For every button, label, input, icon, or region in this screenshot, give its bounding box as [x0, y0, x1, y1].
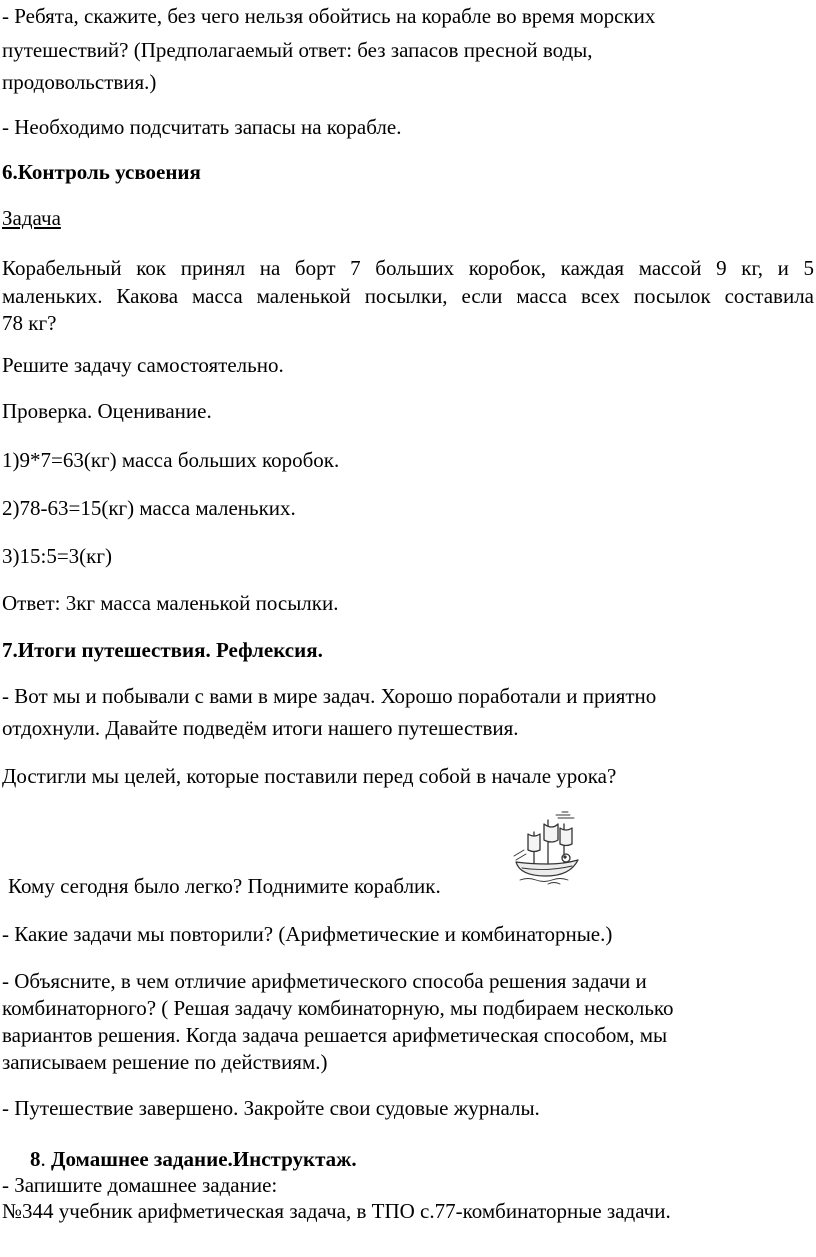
- solution-step-3: 3)15:5=3(кг): [2, 544, 112, 568]
- homework-instruction: - Запишите домашнее задание:: [2, 1173, 278, 1197]
- section-8-number: 8: [30, 1147, 41, 1171]
- tasks-question: - Какие задачи мы повторили? (Арифметические и комбинаторные.): [2, 922, 613, 946]
- section-6-heading: 6.Контроль усвоения: [2, 160, 201, 184]
- solution-step-1: 1)9*7=63(кг) масса больших коробок.: [2, 448, 340, 472]
- reflection-line-2: отдохнули. Давайте подведём итоги нашего путешествия.: [2, 716, 519, 740]
- section-7-heading: 7.Итоги путешествия. Рефлексия.: [2, 638, 323, 662]
- task-label: Задача: [2, 206, 61, 230]
- intro-line-2: путешествий? (Предполагаемый ответ: без запасов пресной воды,: [2, 38, 593, 62]
- difference-line-1: - Объясните, в чем отличие арифметического способа решения задачи и: [2, 969, 647, 993]
- task-line-2: маленьких. Какова масса маленькой посылки, если масса всех посылок составила: [2, 284, 814, 308]
- journey-end-text: - Путешествие завершено. Закройте свои судовые журналы.: [2, 1096, 540, 1120]
- solution-step-2: 2)78-63=15(кг) масса маленьких.: [2, 496, 296, 520]
- check-text: Проверка. Оценивание.: [2, 399, 212, 423]
- goals-question: Достигли мы целей, которые поставили перед собой в начале урока?: [2, 764, 617, 788]
- task-line-1: Корабельный кок принял на борт 7 больших коробок, каждая массой 9 кг, и 5: [2, 256, 814, 280]
- task-line-3: 78 кг?: [2, 311, 57, 335]
- homework-text: №344 учебник арифметическая задача, в ТПО с.77-комбинаторные задачи.: [2, 1199, 671, 1223]
- intro-line-1: - Ребята, скажите, без чего нельзя обойтись на корабле во время морских: [2, 4, 656, 28]
- answer-text: Ответ: 3кг масса маленькой посылки.: [2, 591, 339, 615]
- supplies-text: - Необходимо подсчитать запасы на корабле.: [2, 115, 402, 139]
- sailing-ship-image: [508, 810, 586, 888]
- difference-line-3: вариантов решения. Когда задача решается арифметическая способом, мы: [2, 1023, 668, 1047]
- difference-line-4: записываем решение по действиям.): [2, 1050, 328, 1074]
- intro-line-3: продовольствия.): [2, 70, 157, 94]
- section-8-heading-text: Домашнее задание.Инструктаж.: [45, 1147, 357, 1171]
- reflection-line-1: - Вот мы и побывали с вами в мире задач. Хорошо поработали и приятно: [2, 684, 657, 708]
- solve-text: Решите задачу самостоятельно.: [2, 353, 284, 377]
- difference-line-2: комбинаторного? ( Решая задачу комбинаторную, мы подбираем несколько: [2, 996, 674, 1020]
- easy-question: Кому сегодня было легко? Поднимите кораблик.: [8, 874, 441, 898]
- section-8-heading: 8. Домашнее задание.Инструктаж.: [30, 1147, 357, 1171]
